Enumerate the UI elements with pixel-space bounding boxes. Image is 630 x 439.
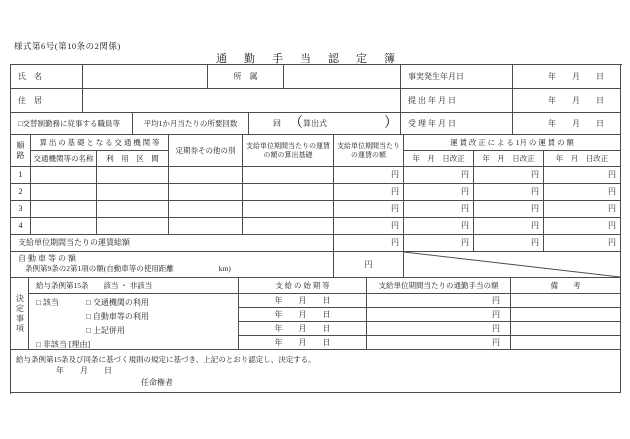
avg-count-label: 平均1か月当たりの所要回数	[133, 113, 249, 135]
route-row-number: 2	[11, 184, 31, 201]
certification-box	[11, 350, 621, 393]
form-table	[10, 64, 622, 394]
start-date-input-3[interactable]: 年 月 日	[239, 322, 367, 336]
formula-paren-open: （	[289, 115, 303, 131]
ticket-type-header: 定期券その他の別	[169, 135, 243, 167]
revision-amount-input-1b[interactable]: 円	[474, 167, 544, 184]
revision-amount-input-3a[interactable]: 円	[404, 201, 474, 218]
certification-statement: 給与条例第15条及び同条に基づく規則の規定に基づき、上記のとおり認定し、決定する。	[16, 355, 316, 364]
name-label: 氏 名	[11, 65, 83, 89]
allowance-amount-input-4[interactable]: 円	[367, 336, 511, 350]
revision-amount-input-3c[interactable]: 円	[544, 201, 621, 218]
remarks-input-3[interactable]	[511, 322, 621, 336]
vehicle-detail[interactable]: 条例第9条の2第1項の額(自動車等の使用距離 km)	[25, 264, 231, 273]
affiliation-label: 所 属	[208, 65, 284, 89]
fare-amount-header: 支給単位期間当たりの運賃の額	[334, 135, 404, 167]
revision-total-input-a[interactable]: 円	[404, 235, 474, 252]
checkbox-applicable[interactable]: □ 該当	[36, 298, 59, 307]
fare-amount-input-4[interactable]: 円	[334, 218, 404, 235]
remarks-input-1[interactable]	[511, 294, 621, 308]
revision-group-header: 運 賃 改 正 に よ る 1月 の 運 賃 の 額	[404, 135, 621, 151]
name-input[interactable]	[83, 65, 208, 89]
fare-amount-input-3[interactable]: 円	[334, 201, 404, 218]
start-date-input-1[interactable]: 年 月 日	[239, 294, 367, 308]
transport-name-header: 交通機関等の名称	[31, 151, 97, 167]
vehicle-amount-input[interactable]: 円	[334, 252, 404, 278]
address-label: 住 居	[11, 89, 83, 113]
section-input-1[interactable]	[97, 167, 169, 184]
calc-basis-input-1[interactable]	[243, 167, 334, 184]
submit-date-label: 提 出 年 月 日	[401, 89, 513, 113]
page-title: 通勤手当認定簿	[216, 53, 412, 65]
revision-total-input-b[interactable]: 円	[474, 235, 544, 252]
route-row-number: 1	[11, 167, 31, 184]
formula-label: 算出式	[303, 118, 327, 128]
checkbox-transport-use[interactable]: □ 交通機関の利用	[86, 298, 149, 307]
ticket-type-input-4[interactable]	[169, 218, 243, 235]
allowance-amount-input-1[interactable]: 円	[367, 294, 511, 308]
revision-amount-input-2a[interactable]: 円	[404, 184, 474, 201]
checkbox-not-applicable[interactable]: □ 非該当 [理由]	[36, 340, 91, 349]
fare-total-input[interactable]: 円	[334, 235, 404, 252]
vehicle-title: 自 動 車 等 の 額	[18, 254, 76, 263]
calc-basis-header: 支給単位期間当たりの運賃の額の算出基礎	[243, 135, 334, 167]
start-date-input-2[interactable]: 年 月 日	[239, 308, 367, 322]
ticket-type-input-1[interactable]	[169, 167, 243, 184]
revision-date-header-3: 年 月 日改正	[544, 151, 621, 167]
revision-amount-input-4a[interactable]: 円	[404, 218, 474, 235]
section-input-2[interactable]	[97, 184, 169, 201]
appointing-authority-label: 任命権者	[141, 378, 173, 388]
revision-total-input-c[interactable]: 円	[544, 235, 621, 252]
route-row-number: 3	[11, 201, 31, 218]
fact-date-input[interactable]: 年 月 日	[513, 65, 621, 89]
diagonal-strike-line	[404, 252, 620, 277]
remarks-header: 備 考	[511, 278, 621, 294]
transport-name-input-3[interactable]	[31, 201, 97, 218]
allowance-amount-input-2[interactable]: 円	[367, 308, 511, 322]
allowance-amount-header: 支給単位期間当たりの通勤手当の額	[367, 278, 511, 294]
transport-name-input-1[interactable]	[31, 167, 97, 184]
ticket-type-input-2[interactable]	[169, 184, 243, 201]
revision-date-header-1: 年 月 日改正	[404, 151, 474, 167]
revision-amount-input-4b[interactable]: 円	[474, 218, 544, 235]
basis-group-header: 算 出 の 基 礎 と な る 交 通 機 関 等	[31, 135, 169, 151]
revision-date-header-2: 年 月 日改正	[474, 151, 544, 167]
fare-amount-input-1[interactable]: 円	[334, 167, 404, 184]
allowance-amount-input-3[interactable]: 円	[367, 322, 511, 336]
fare-amount-input-2[interactable]: 円	[334, 184, 404, 201]
checkbox-vehicle-use[interactable]: □ 自動車等の利用	[86, 312, 149, 321]
revision-amount-input-3b[interactable]: 円	[474, 201, 544, 218]
remarks-input-4[interactable]	[511, 336, 621, 350]
fare-total-label: 支給単位期間当たりの運賃総額	[11, 235, 334, 252]
certification-date[interactable]: 年 月 日	[56, 366, 112, 376]
decision-checkbox-group	[29, 294, 239, 350]
form-number: 様式第6号(第10条の2関係)	[14, 41, 121, 51]
fact-date-label: 事実発生年月日	[401, 65, 513, 89]
article15-header: 給与条例第15条 該当 ・ 非該当	[29, 278, 239, 294]
vehicle-amount-label	[11, 252, 334, 278]
route-column-header: 順路	[16, 140, 25, 160]
formula-cell[interactable]	[249, 113, 401, 135]
route-row-number: 4	[11, 218, 31, 235]
calc-basis-input-2[interactable]	[243, 184, 334, 201]
start-date-input-4[interactable]: 年 月 日	[239, 336, 367, 350]
formula-paren-close: ）	[384, 115, 398, 131]
revision-amount-input-2b[interactable]: 円	[474, 184, 544, 201]
section-header: 利 用 区 間	[97, 151, 169, 167]
submit-date-input[interactable]: 年 月 日	[513, 89, 621, 113]
transport-name-input-2[interactable]	[31, 184, 97, 201]
count-unit-label: 回	[273, 118, 281, 128]
ticket-type-input-3[interactable]	[169, 201, 243, 218]
decision-side-label: 決定事項	[11, 278, 29, 350]
calc-basis-input-4[interactable]	[243, 218, 334, 235]
address-input[interactable]	[83, 89, 401, 113]
transport-name-input-4[interactable]	[31, 218, 97, 235]
revision-amount-input-1a[interactable]: 円	[404, 167, 474, 184]
section-input-4[interactable]	[97, 218, 169, 235]
calc-basis-input-3[interactable]	[243, 201, 334, 218]
remarks-input-2[interactable]	[511, 308, 621, 322]
start-date-header: 支 給 の 始 期 等	[239, 278, 367, 294]
checkbox-combined-use[interactable]: □ 上記併用	[86, 326, 125, 335]
revision-amount-input-4c[interactable]: 円	[544, 218, 621, 235]
accept-date-input[interactable]: 年 月 日	[513, 113, 621, 135]
accept-date-label: 受 理 年 月 日	[401, 113, 513, 135]
vehicle-crossed-cell	[404, 252, 621, 278]
shift-worker-checkbox[interactable]: □交替制勤務に従事する職員等	[11, 113, 133, 135]
section-input-3[interactable]	[97, 201, 169, 218]
revision-amount-input-2c[interactable]: 円	[544, 184, 621, 201]
affiliation-input[interactable]	[284, 65, 401, 89]
revision-amount-input-1c[interactable]: 円	[544, 167, 621, 184]
